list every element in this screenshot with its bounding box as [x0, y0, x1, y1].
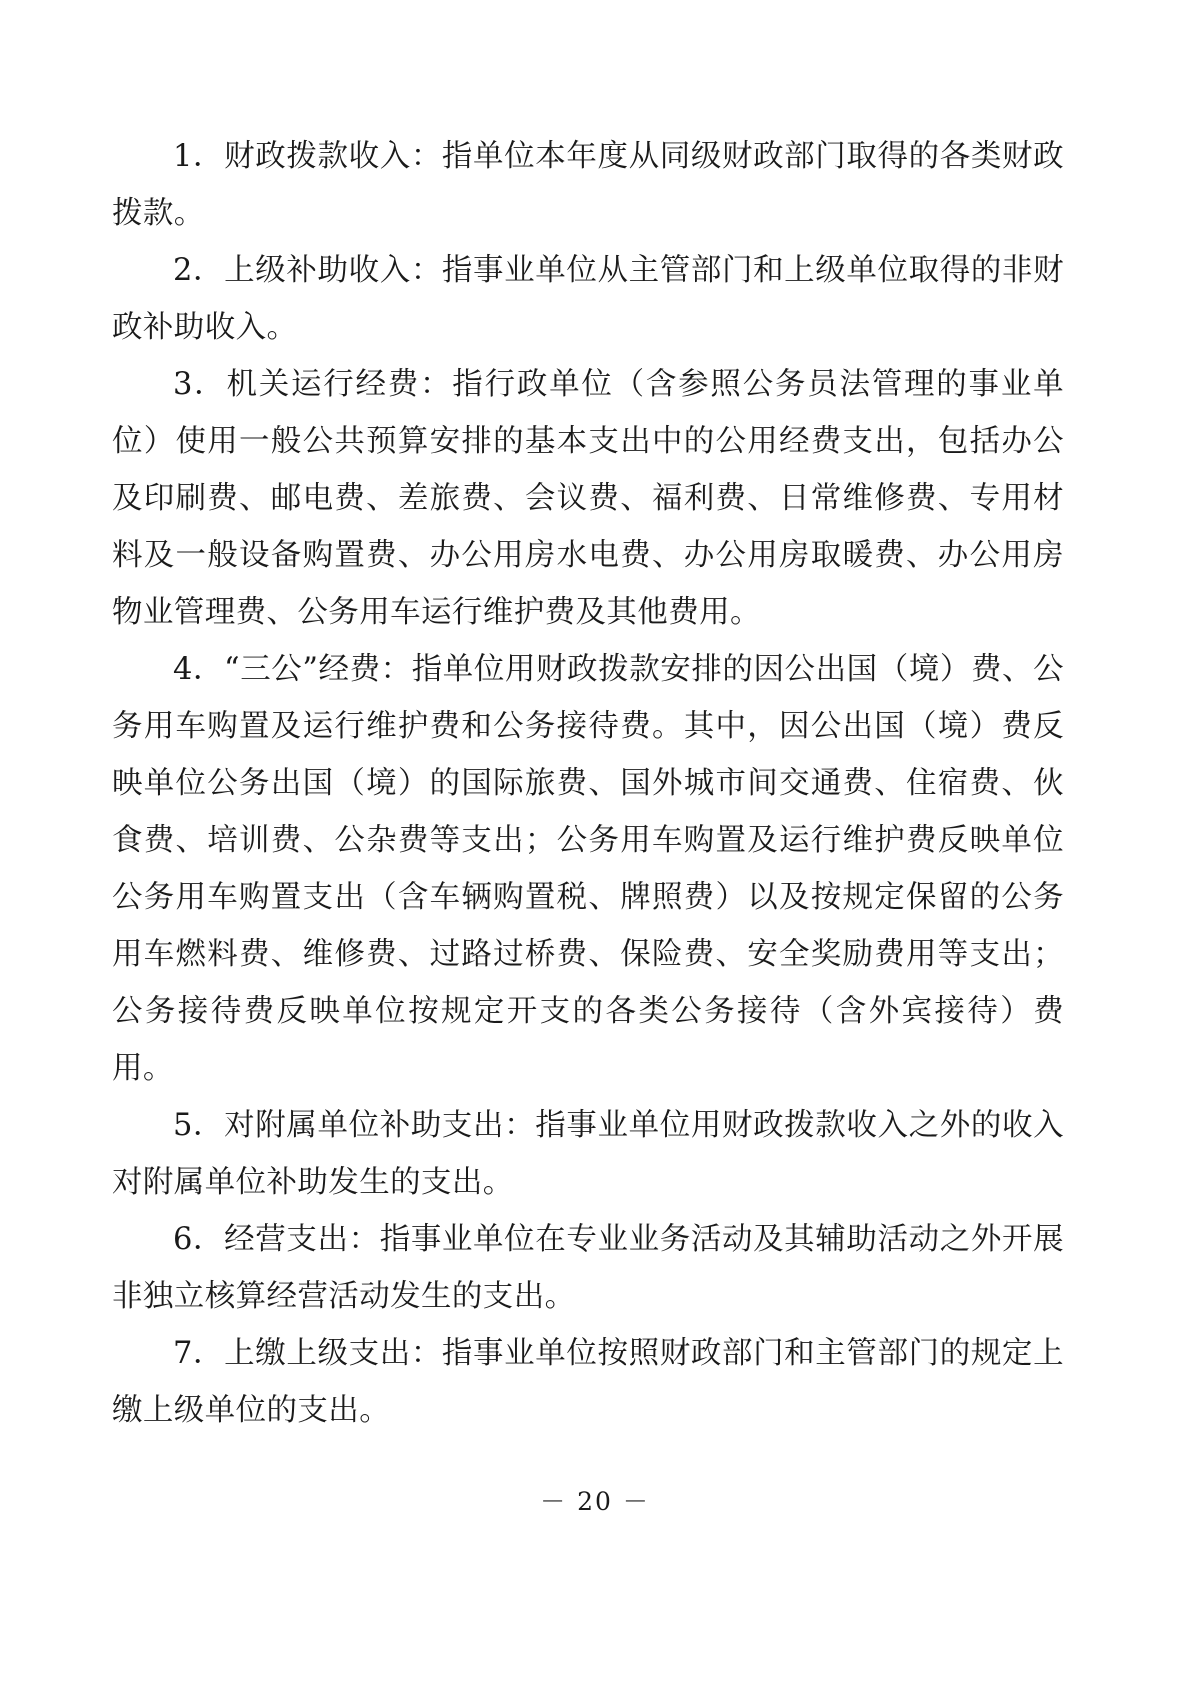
paragraph-7: 7．上缴上级支出：指事业单位按照财政部门和主管部门的规定上缴上级单位的支出。 [112, 1336, 1064, 1428]
page-body [112, 128, 1064, 1439]
paragraph-1: 1．财政拨款收入：指单位本年度从同级财政部门取得的各类财政拨款。 [112, 139, 1064, 231]
paragraph-4: 4．“三公”经费：指单位用财政拨款安排的因公出国（境）费、公务用车购置及运行维护费和公务接待费。其中，因公出国（境）费反映单位公务出国（境）的国际旅费、国外城市间交通费、住宿费、伙食费、培训费、公杂费等支出；公务用车购置及运行维护费反映单位公务用车购置支出（含车辆购置税、牌照费）以及按规定保留的公务用车燃料费、维修费、过路过桥费、保险费、安全奖励费用等支出；公务接待费反映单位按规定开支的各类公务接待（含外宾接待）费用。 [112, 652, 1064, 1086]
paragraph-5: 5．对附属单位补助支出：指事业单位用财政拨款收入之外的收入对附属单位补助发生的支出。 [112, 1108, 1064, 1200]
paragraph-3: 3．机关运行经费：指行政单位（含参照公务员法管理的事业单位）使用一般公共预算安排的基本支出中的公用经费支出，包括办公及印刷费、邮电费、差旅费、会议费、福利费、日常维修费、专用材料及一般设备购置费、办公用房水电费、办公用房取暖费、办公用房物业管理费、公务用车运行维护费及其他费用。 [112, 367, 1064, 630]
paragraph-2: 2．上级补助收入：指事业单位从主管部门和上级单位取得的非财政补助收入。 [112, 253, 1064, 345]
paragraph-6: 6．经营支出：指事业单位在专业业务活动及其辅助活动之外开展非独立核算经营活动发生的支出。 [112, 1222, 1064, 1314]
page-number: － 20 － [540, 1487, 650, 1516]
